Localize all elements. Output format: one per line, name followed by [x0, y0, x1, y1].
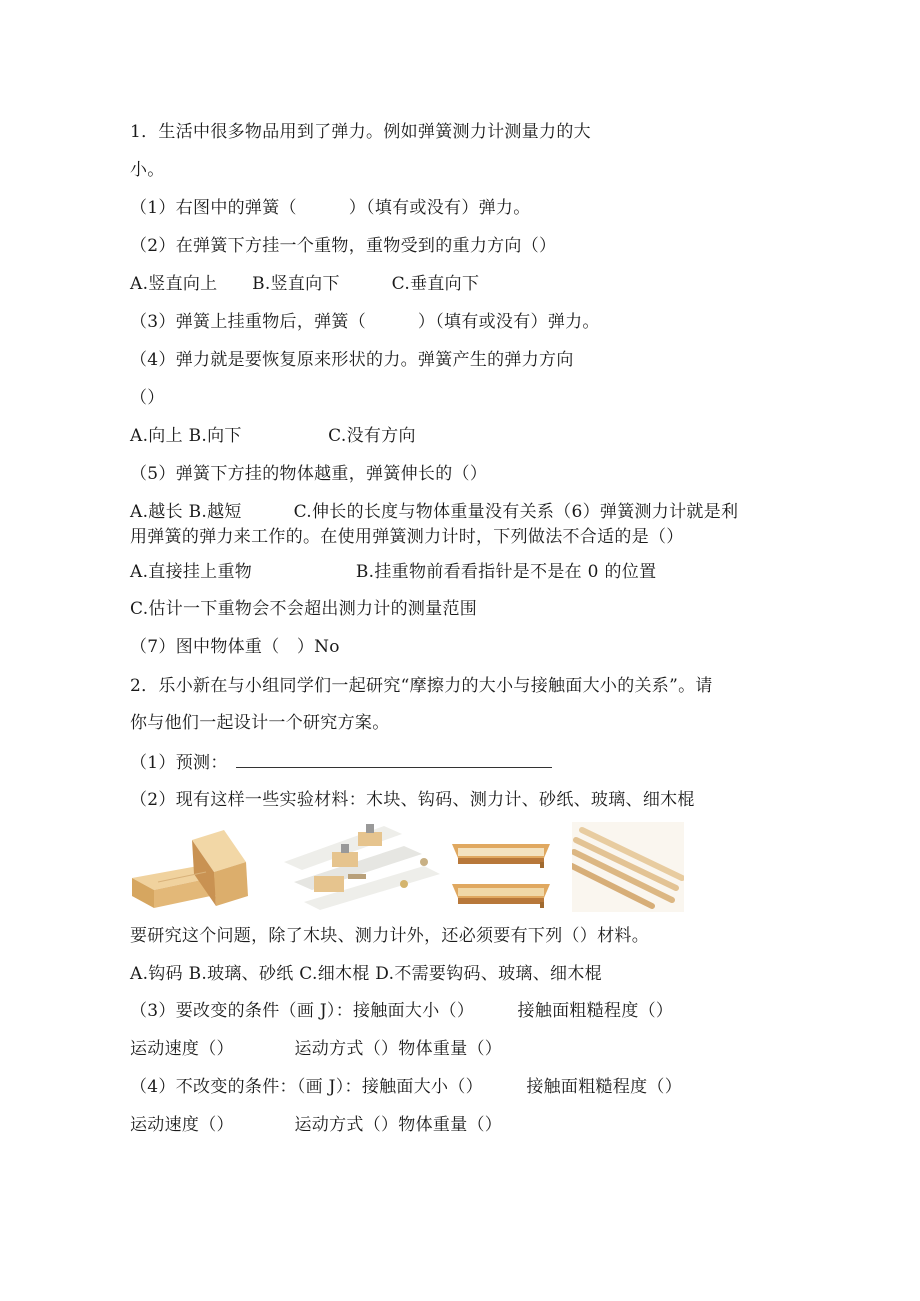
q2-intro-line1: 2．乐小新在与小组同学们一起研究“摩擦力的大小与接触面大小的关系”。请: [130, 676, 713, 696]
q1-part7: （7）图中物体重（ ）No: [130, 637, 340, 657]
q2-part3-line2: 运动速度（） 运动方式（）物体重量（）: [130, 1039, 503, 1059]
q1-part4: （4）弹力就是要恢复原来形状的力。弹簧产生的弹力方向: [130, 350, 574, 370]
wooden-blocks-image: [128, 822, 254, 912]
q1-part2: （2）在弹簧下方挂一个重物，重物受到的重力方向（）: [130, 236, 557, 256]
q1-part6-options-ab: A.直接挂上重物 B.挂重物前看看指针是不是在 0 的位置: [130, 562, 657, 582]
q2-part2-question: 要研究这个问题，除了木块、测力计外，还必须要有下列（）材料。: [130, 926, 649, 946]
q2-part2: （2）现有这样一些实验材料：木块、钩码、测力计、砂纸、玻璃、细木棍: [130, 790, 695, 810]
q2-part2-options: A.钩码 B.玻璃、砂纸 C.细木棍 D.不需要钩码、玻璃、细木棍: [130, 964, 602, 984]
q2-part1-label: （1）预测：: [130, 753, 228, 773]
q1-part3: （3）弹簧上挂重物后，弹簧（ ）（填有或没有）弹力。: [130, 312, 600, 332]
q1-part5: （5）弹簧下方挂的物体越重，弹簧伸长的（）: [130, 464, 488, 484]
q2-part3-line1: （3）要改变的条件（画 J）：接触面大小（） 接触面粗糙程度（）: [130, 1001, 674, 1021]
q2-part1: [130, 751, 552, 774]
q1-part1: （1）右图中的弹簧（ ）（填有或没有）弹力。: [130, 198, 531, 218]
q1-part5-options: A.越长 B.越短 C.伸长的长度与物体重量没有关系（6）弹簧测力计就是利: [130, 502, 739, 522]
prediction-blank[interactable]: [236, 751, 552, 768]
q1-part2-options: A.竖直向上 B.竖直向下 C.垂直向下: [130, 274, 480, 294]
materials-images: [128, 822, 688, 914]
weights-on-track-image: [274, 822, 444, 912]
sandpaper-glass-boards-image: [452, 822, 552, 912]
q2-part4-line2: 运动速度（） 运动方式（）物体重量（）: [130, 1115, 503, 1135]
q1-part6-cont: 用弹簧的弹力来工作的。在使用弹簧测力计时，下列做法不合适的是（）: [130, 527, 684, 547]
q1-intro-line1: 1．生活中很多物品用到了弹力。例如弹簧测力计测量力的大: [130, 122, 591, 142]
q1-intro-line2: 小。: [130, 160, 165, 180]
q1-part4-options: A.向上 B.向下 C.没有方向: [130, 426, 416, 446]
q2-intro-line2: 你与他们一起设计一个研究方案。: [130, 713, 390, 733]
q1-part4-cont: （）: [130, 388, 165, 408]
q1-part6-options-c: C.估计一下重物会不会超出测力计的测量范围: [130, 599, 478, 619]
q2-part4-line1: （4）不改变的条件：（画 J）：接触面大小（） 接触面粗糙程度（）: [130, 1077, 683, 1097]
wooden-dowels-image: [572, 822, 684, 912]
